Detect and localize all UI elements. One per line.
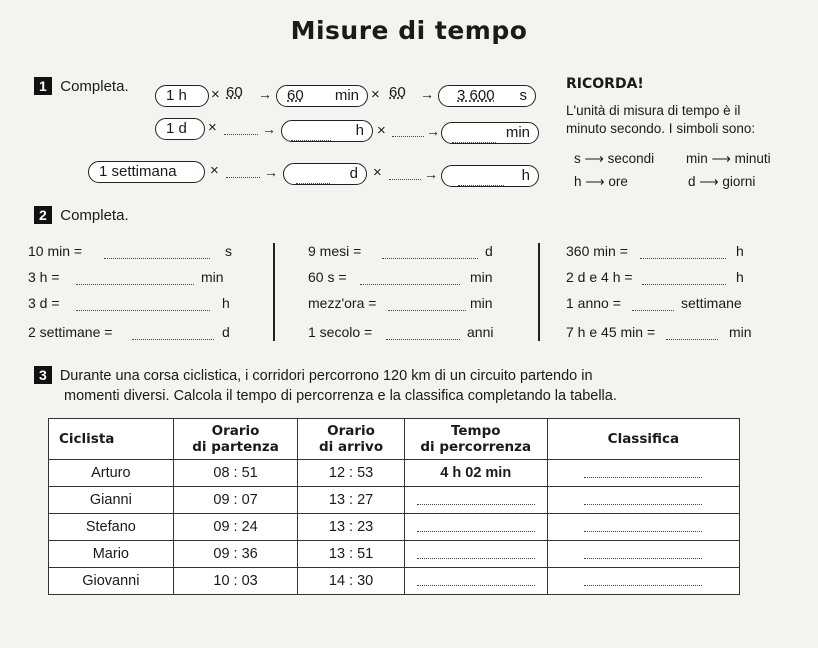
ranking-cell[interactable] <box>547 460 739 487</box>
answer-blank[interactable] <box>296 169 330 184</box>
answer-blank[interactable] <box>388 296 466 311</box>
arrow-icon: → <box>258 86 272 102</box>
start-time: 08 : 51 <box>173 460 298 487</box>
cyclist-name: Mario <box>49 541 174 568</box>
answer-blank[interactable] <box>132 325 214 340</box>
unit-label: d <box>222 324 230 340</box>
symbol-item: d ⟶ giorni <box>688 174 756 189</box>
unit-label: min <box>729 324 752 340</box>
arrow-icon: ⟶ <box>584 151 604 166</box>
conversion-item: 9 mesi = <box>308 243 362 259</box>
arrow-icon: → <box>424 166 438 182</box>
cyclist-name: Giovanni <box>49 568 174 595</box>
start-time: 10 : 03 <box>173 568 298 595</box>
duration-cell[interactable] <box>404 568 547 595</box>
duration: 4 h 02 min <box>404 460 547 487</box>
conversion-item: mezz'ora = <box>308 295 377 311</box>
unit-label: settimane <box>681 295 742 311</box>
table-row <box>49 568 740 595</box>
header-ranking: Classifica <box>547 419 739 460</box>
exercise-2-header <box>34 206 129 225</box>
header-duration: Tempo di percorrenza <box>404 419 547 460</box>
answer-blank[interactable] <box>452 128 496 143</box>
exercise-number: 3 <box>34 366 52 384</box>
table-row <box>49 487 740 514</box>
times-sign: × <box>208 119 217 136</box>
times-sign: × <box>371 86 380 103</box>
exercise-text: Durante una corsa ciclistica, i corridori percorrono 120 km di un circuito partendo in <box>59 368 593 384</box>
conversion-item: 3 d = <box>28 295 60 311</box>
unit-label: s <box>225 243 232 259</box>
arrow-icon: → <box>426 123 440 139</box>
answer-blank[interactable] <box>392 122 424 137</box>
header-start-time: Orario di partenza <box>173 419 298 460</box>
arrow-icon: ⟶ <box>699 174 719 189</box>
times-sign: × <box>210 162 219 179</box>
header-end-time: Orario di arrivo <box>298 419 404 460</box>
exercise-label: Completa. <box>60 207 129 224</box>
unit-label: min <box>470 295 493 311</box>
results-table <box>48 418 740 595</box>
times-sign: × <box>211 86 220 103</box>
ricorda-text: L'unità di misura di tempo è il <box>566 103 741 118</box>
exercise-1-header <box>34 77 129 96</box>
multiplier: 60 <box>389 84 406 101</box>
page-title: Misure di tempo <box>290 16 528 45</box>
times-sign: × <box>373 164 382 181</box>
pill-mid: d <box>283 163 367 185</box>
pill-end: 3 600 s <box>438 85 536 107</box>
table-row <box>49 460 740 487</box>
arrow-icon: → <box>264 164 278 180</box>
answer-blank[interactable] <box>382 244 478 259</box>
end-time: 13 : 27 <box>298 487 404 514</box>
answer-blank[interactable] <box>458 171 504 186</box>
answer-blank[interactable] <box>224 120 258 135</box>
end-time: 12 : 53 <box>298 460 404 487</box>
pill-end: min <box>441 122 539 144</box>
conversion-item: 60 s = <box>308 269 347 285</box>
arrow-icon: → <box>262 121 276 137</box>
arrow-icon: → <box>420 86 434 102</box>
ranking-cell[interactable] <box>547 541 739 568</box>
multiplier: 60 <box>226 84 243 101</box>
answer-blank[interactable] <box>642 270 726 285</box>
arrow-icon: ⟶ <box>711 151 731 166</box>
answer-blank[interactable] <box>76 296 210 311</box>
column-divider <box>273 243 275 341</box>
exercise-3-text <box>34 366 794 406</box>
answer-blank[interactable] <box>360 270 460 285</box>
pill-start: 1 d <box>155 118 205 140</box>
start-time: 09 : 24 <box>173 514 298 541</box>
end-time: 14 : 30 <box>298 568 404 595</box>
conversion-item: 2 settimane = <box>28 324 113 340</box>
symbol-item: min ⟶ minuti <box>686 151 771 166</box>
conversion-item: 7 h e 45 min = <box>566 324 656 340</box>
ricorda-box <box>566 76 755 138</box>
table-row <box>49 541 740 568</box>
start-time: 09 : 07 <box>173 487 298 514</box>
symbol-item: s ⟶ secondi <box>574 151 655 166</box>
conversion-item: 3 h = <box>28 269 60 285</box>
times-sign: × <box>377 122 386 139</box>
duration-cell[interactable] <box>404 487 547 514</box>
answer-blank[interactable] <box>386 325 460 340</box>
cyclist-name: Arturo <box>49 460 174 487</box>
symbol-item: h ⟶ ore <box>574 174 628 189</box>
unit-label: h <box>736 243 744 259</box>
unit-label: h <box>222 295 230 311</box>
unit-label: min <box>201 269 224 285</box>
ranking-cell[interactable] <box>547 568 739 595</box>
ranking-cell[interactable] <box>547 514 739 541</box>
pill-end: h <box>441 165 539 187</box>
conversion-item: 2 d e 4 h = <box>566 269 633 285</box>
table-row <box>49 514 740 541</box>
answer-blank[interactable] <box>389 165 421 180</box>
start-time: 09 : 36 <box>173 541 298 568</box>
answer-blank[interactable] <box>104 244 210 259</box>
exercise-number: 2 <box>34 206 52 224</box>
ricorda-text: minuto secondo. I simboli sono: <box>566 121 756 136</box>
end-time: 13 : 51 <box>298 541 404 568</box>
answer-blank[interactable] <box>666 325 718 340</box>
ricorda-heading: RICORDA! <box>566 76 644 92</box>
answer-blank[interactable] <box>76 270 194 285</box>
header-cyclist: Ciclista <box>49 419 174 460</box>
column-divider <box>538 243 540 341</box>
answer-blank[interactable] <box>291 126 331 141</box>
pill-mid: h <box>281 120 373 142</box>
pill-mid: 60 min <box>276 85 368 107</box>
conversion-item: 360 min = <box>566 243 628 259</box>
cyclist-name: Stefano <box>49 514 174 541</box>
pill-start: 1 h <box>155 85 209 107</box>
answer-blank[interactable] <box>640 244 726 259</box>
answer-blank[interactable] <box>632 296 674 311</box>
pill-start: 1 settimana <box>88 161 205 183</box>
table-header-row <box>49 419 740 460</box>
exercise-text: momenti diversi. Calcola il tempo di percorrenza e la classifica completando la tabella. <box>64 388 617 404</box>
unit-label: min <box>470 269 493 285</box>
answer-blank[interactable] <box>226 163 260 178</box>
unit-label: anni <box>467 324 494 340</box>
exercise-number: 1 <box>34 77 52 95</box>
arrow-icon: ⟶ <box>585 174 605 189</box>
conversion-item: 10 min = <box>28 243 83 259</box>
end-time: 13 : 23 <box>298 514 404 541</box>
duration-cell[interactable] <box>404 514 547 541</box>
exercise-label: Completa. <box>60 78 129 95</box>
ranking-cell[interactable] <box>547 487 739 514</box>
cyclist-name: Gianni <box>49 487 174 514</box>
duration-cell[interactable] <box>404 541 547 568</box>
unit-label: h <box>736 269 744 285</box>
unit-label: d <box>485 243 493 259</box>
conversion-item: 1 anno = <box>566 295 621 311</box>
conversion-item: 1 secolo = <box>308 324 373 340</box>
